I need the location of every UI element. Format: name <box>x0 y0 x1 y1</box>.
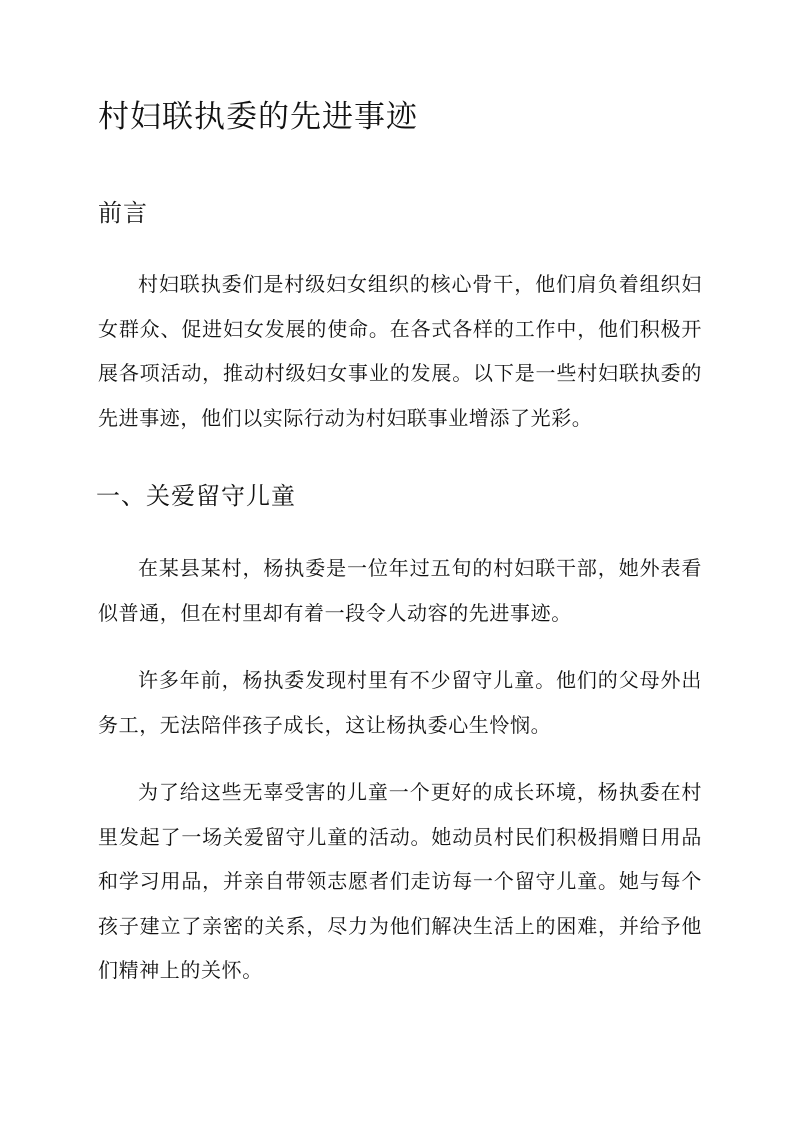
section-1-paragraph-1: 在某县某村，杨执委是一位年过五旬的村妇联干部，她外表看似普通，但在村里却有着一段令人动容的先进事迹。 <box>98 556 702 625</box>
preface-paragraph: 村妇联执委们是村级妇女组织的核心骨干，他们肩负着组织妇女群众、促进妇女发展的使命。在各式各样的工作中，他们积极开展各项活动，推动村级妇女事业的发展。以下是一些村妇联执委的先进事迹，他们以实际行动为村妇联事业增添了光彩。 <box>98 272 702 430</box>
section-1-paragraph-3: 为了给这些无辜受害的儿童一个更好的成长环境，杨执委在村里发起了一场关爱留守儿童的活动。她动员村民们积极捐赠日用品和学习用品，并亲自带领志愿者们走访每一个留守儿童。她与每个孩子建立了亲密的关系，尽力为他们解决生活上的困难，并给予他们精神上的关怀。 <box>98 780 702 982</box>
section-1-paragraph-2: 许多年前，杨执委发现村里有不少留守儿童。他们的父母外出务工，无法陪伴孩子成长，这让杨执委心生怜悯。 <box>98 668 702 737</box>
section-heading-care-left-behind-children: 一、关爱留守儿童 <box>96 482 296 510</box>
section-heading-preface: 前言 <box>98 199 148 227</box>
document-title: 村妇联执委的先进事迹 <box>98 99 418 135</box>
